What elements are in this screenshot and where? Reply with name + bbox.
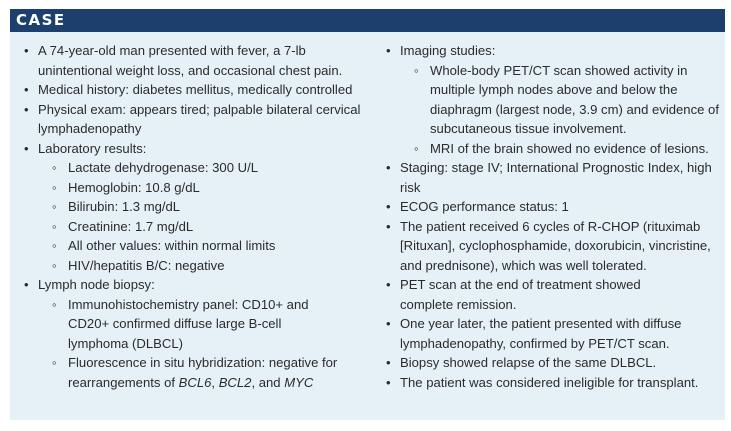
ecog-item: • ECOG performance status: 1 xyxy=(384,197,719,217)
lab-result: ◦ Bilirubin: 1.3 mg/dL xyxy=(38,197,372,217)
case-box xyxy=(10,9,725,420)
imaging-result: ◦ MRI of the brain showed no evidence of lesions. xyxy=(400,139,719,159)
case-header: CASE xyxy=(10,9,725,32)
relapse-biopsy-item: • Biopsy showed relapse of the same DLBCL. xyxy=(384,353,719,373)
fish-gene-bcl2: BCL2 xyxy=(218,374,252,390)
biopsy-title: Lymph node biopsy: xyxy=(38,277,155,292)
presentation-text: A 74-year-old man presented with fever, a 7-lb unintentional weight loss, and occasional chest pain. xyxy=(38,43,343,78)
labs-title: Laboratory results: xyxy=(38,140,147,156)
fish-gene-myc: MYC xyxy=(284,374,314,390)
imaging-list xyxy=(400,61,719,159)
lab-result: ◦ Creatinine: 1.7 mg/dL xyxy=(38,217,372,237)
imaging-title: Imaging studies: xyxy=(400,43,496,58)
biopsy-item xyxy=(22,275,372,392)
biopsy-fish xyxy=(38,353,372,392)
lab-result: ◦ HIV/hepatitis B/C: negative xyxy=(38,256,372,276)
right-list xyxy=(384,41,719,392)
history-text: Medical history: diabetes mellitus, medically controlled xyxy=(38,82,353,97)
pet-scan-item: • PET scan at the end of treatment showed complete remission. xyxy=(384,275,719,314)
fish-sep-1: , xyxy=(211,374,219,390)
exam-text: Physical exam: appears tired; palpable bilateral cervical lymphadenopathy xyxy=(38,101,361,136)
biopsy-list xyxy=(38,295,372,393)
fish-prefix: Fluorescence in situ hybridization: negative for rearrangements of xyxy=(68,355,338,390)
imaging-result: ◦ Whole-body PET/CT scan showed activity in multiple lymph nodes above and below the diaphragm (largest node, 3.9 cm) and evidence of subcutaneous tissue involvement. xyxy=(400,61,719,139)
lab-result: ◦ All other values: within normal limits xyxy=(38,236,372,256)
left-column xyxy=(22,41,372,392)
lab-result: ◦ Hemoglobin: 10.8 g/dL xyxy=(38,178,372,198)
fish-sep-2: , and xyxy=(251,374,285,390)
fish-gene-bcl6: BCL6 xyxy=(178,374,212,390)
biopsy-ihc: ◦ Immunohistochemistry panel: CD10+ and CD20+ confirmed diffuse large B-cell lymphoma (DLBCL) xyxy=(38,295,372,354)
imaging-item xyxy=(384,41,719,158)
transplant-item: • The patient was considered ineligible for transplant. xyxy=(384,373,719,393)
lab-result: ◦ Lactate dehydrogenase: 300 U/L xyxy=(38,158,372,178)
left-list xyxy=(22,41,372,392)
labs-list xyxy=(38,158,372,275)
treatment-item: • The patient received 6 cycles of R-CHOP (rituximab [Rituxan], cyclophosphamide, doxorubicin, vincristine, and prednisone), which was well tolerated. xyxy=(384,217,719,276)
relapse-presentation-item: • One year later, the patient presented with diffuse lymphadenopathy, confirmed by PET/CT scan. xyxy=(384,314,719,353)
right-column xyxy=(384,41,719,392)
presentation-item xyxy=(22,41,372,80)
history-item xyxy=(22,80,372,100)
exam-item xyxy=(22,100,372,139)
staging-item: • Staging: stage IV; International Prognostic Index, high risk xyxy=(384,158,719,197)
labs-item xyxy=(22,139,372,276)
